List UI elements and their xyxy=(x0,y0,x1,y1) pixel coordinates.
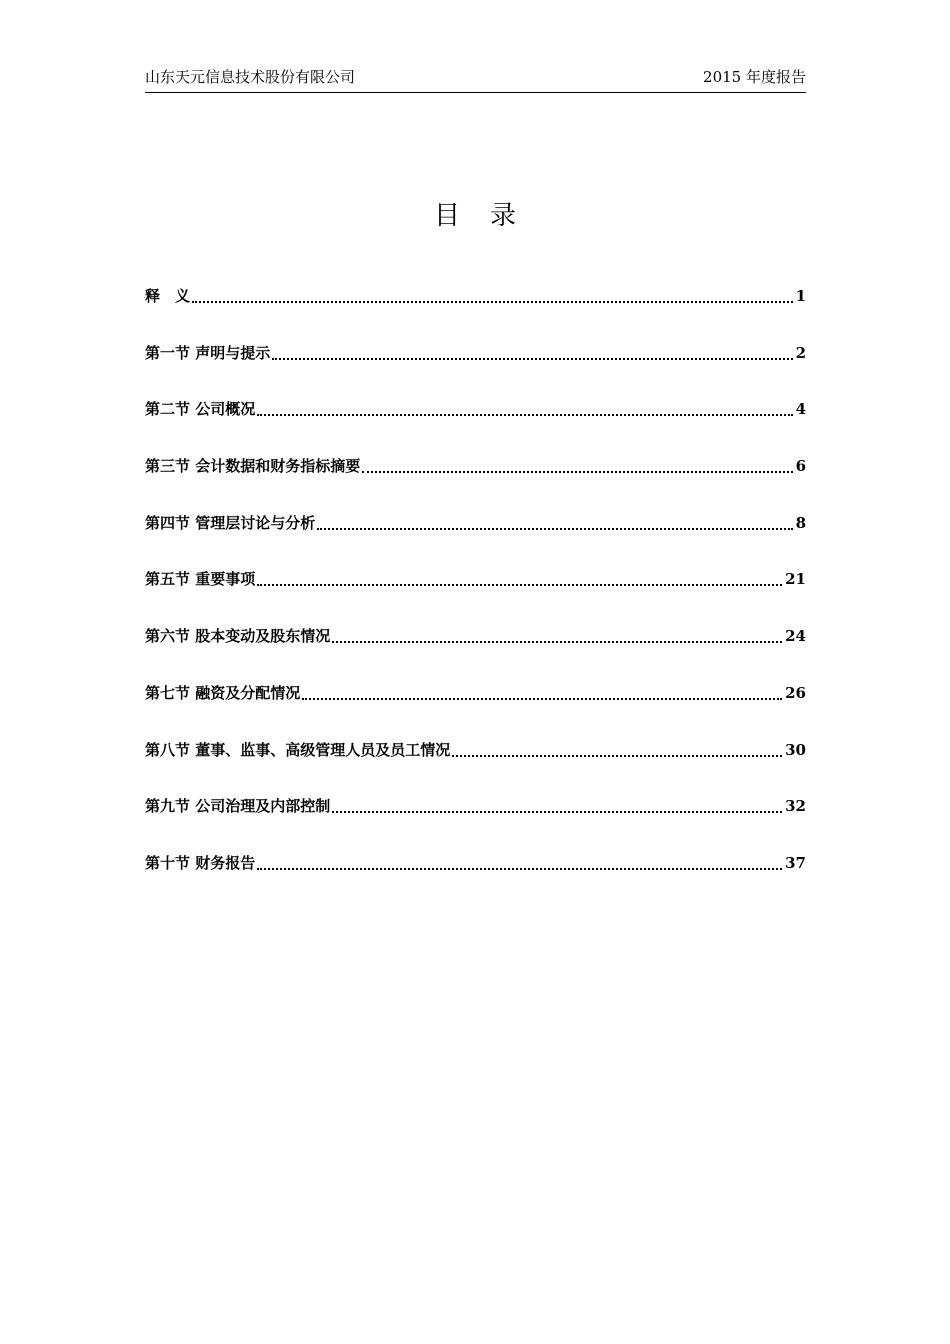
toc-entry-label: 第九节 公司治理及内部控制 xyxy=(145,797,331,816)
toc-entry-label: 第三节 会计数据和财务指标摘要 xyxy=(145,457,361,476)
toc-entry-page: 21 xyxy=(785,570,806,589)
toc-entry-label: 第八节 董事、监事、高级管理人员及员工情况 xyxy=(145,740,451,759)
toc-entry-page: 37 xyxy=(785,853,806,872)
toc-entry-page: 30 xyxy=(785,740,806,759)
toc-entry[interactable] xyxy=(145,284,806,341)
toc-entry[interactable] xyxy=(145,794,806,851)
toc-dot-leader xyxy=(332,794,782,813)
toc-dot-leader xyxy=(332,624,782,643)
toc-entry-label: 第一节 声明与提示 xyxy=(145,343,271,362)
toc-entry[interactable] xyxy=(145,851,806,908)
toc-dot-leader xyxy=(257,397,792,416)
toc-entry[interactable] xyxy=(145,341,806,398)
toc-dot-leader xyxy=(272,341,792,360)
toc-entry[interactable] xyxy=(145,511,806,568)
toc-entry-page: 26 xyxy=(785,683,806,702)
toc-entry-page: 32 xyxy=(785,797,806,816)
toc-entry-label: 第五节 重要事项 xyxy=(145,570,256,589)
toc-dot-leader xyxy=(452,738,782,757)
toc-entry[interactable] xyxy=(145,738,806,795)
toc-dot-leader xyxy=(317,511,792,530)
toc-dot-leader xyxy=(302,681,782,700)
toc-dot-leader xyxy=(257,567,782,586)
toc-entry[interactable] xyxy=(145,681,806,738)
toc-entry-label: 第十节 财务报告 xyxy=(145,853,256,872)
toc-entry-page: 4 xyxy=(795,400,806,419)
toc-entry[interactable] xyxy=(145,454,806,511)
toc-dot-leader xyxy=(257,851,782,870)
header-report-title: 2015 年度报告 xyxy=(703,68,806,86)
table-of-contents xyxy=(145,284,806,908)
toc-entry[interactable] xyxy=(145,397,806,454)
toc-title: 目录 xyxy=(433,201,546,231)
toc-dot-leader xyxy=(192,284,793,303)
toc-entry-page: 2 xyxy=(795,343,806,362)
toc-entry-page: 24 xyxy=(785,627,806,646)
toc-entry[interactable] xyxy=(145,624,806,681)
toc-entry-label: 第二节 公司概况 xyxy=(145,400,256,419)
toc-entry-page: 6 xyxy=(795,457,806,476)
toc-entry-page: 1 xyxy=(795,287,806,305)
toc-entry-page: 8 xyxy=(795,513,806,532)
toc-entry-label: 释 义 xyxy=(145,287,191,305)
toc-entry[interactable] xyxy=(145,567,806,624)
toc-entry-label: 第六节 股本变动及股东情况 xyxy=(145,627,331,646)
toc-entry-label: 第七节 融资及分配情况 xyxy=(145,683,301,702)
toc-entry-label: 第四节 管理层讨论与分析 xyxy=(145,513,316,532)
toc-dot-leader xyxy=(362,454,792,473)
header-company-name: 山东天元信息技术股份有限公司 xyxy=(145,68,356,86)
page-header xyxy=(145,66,806,93)
